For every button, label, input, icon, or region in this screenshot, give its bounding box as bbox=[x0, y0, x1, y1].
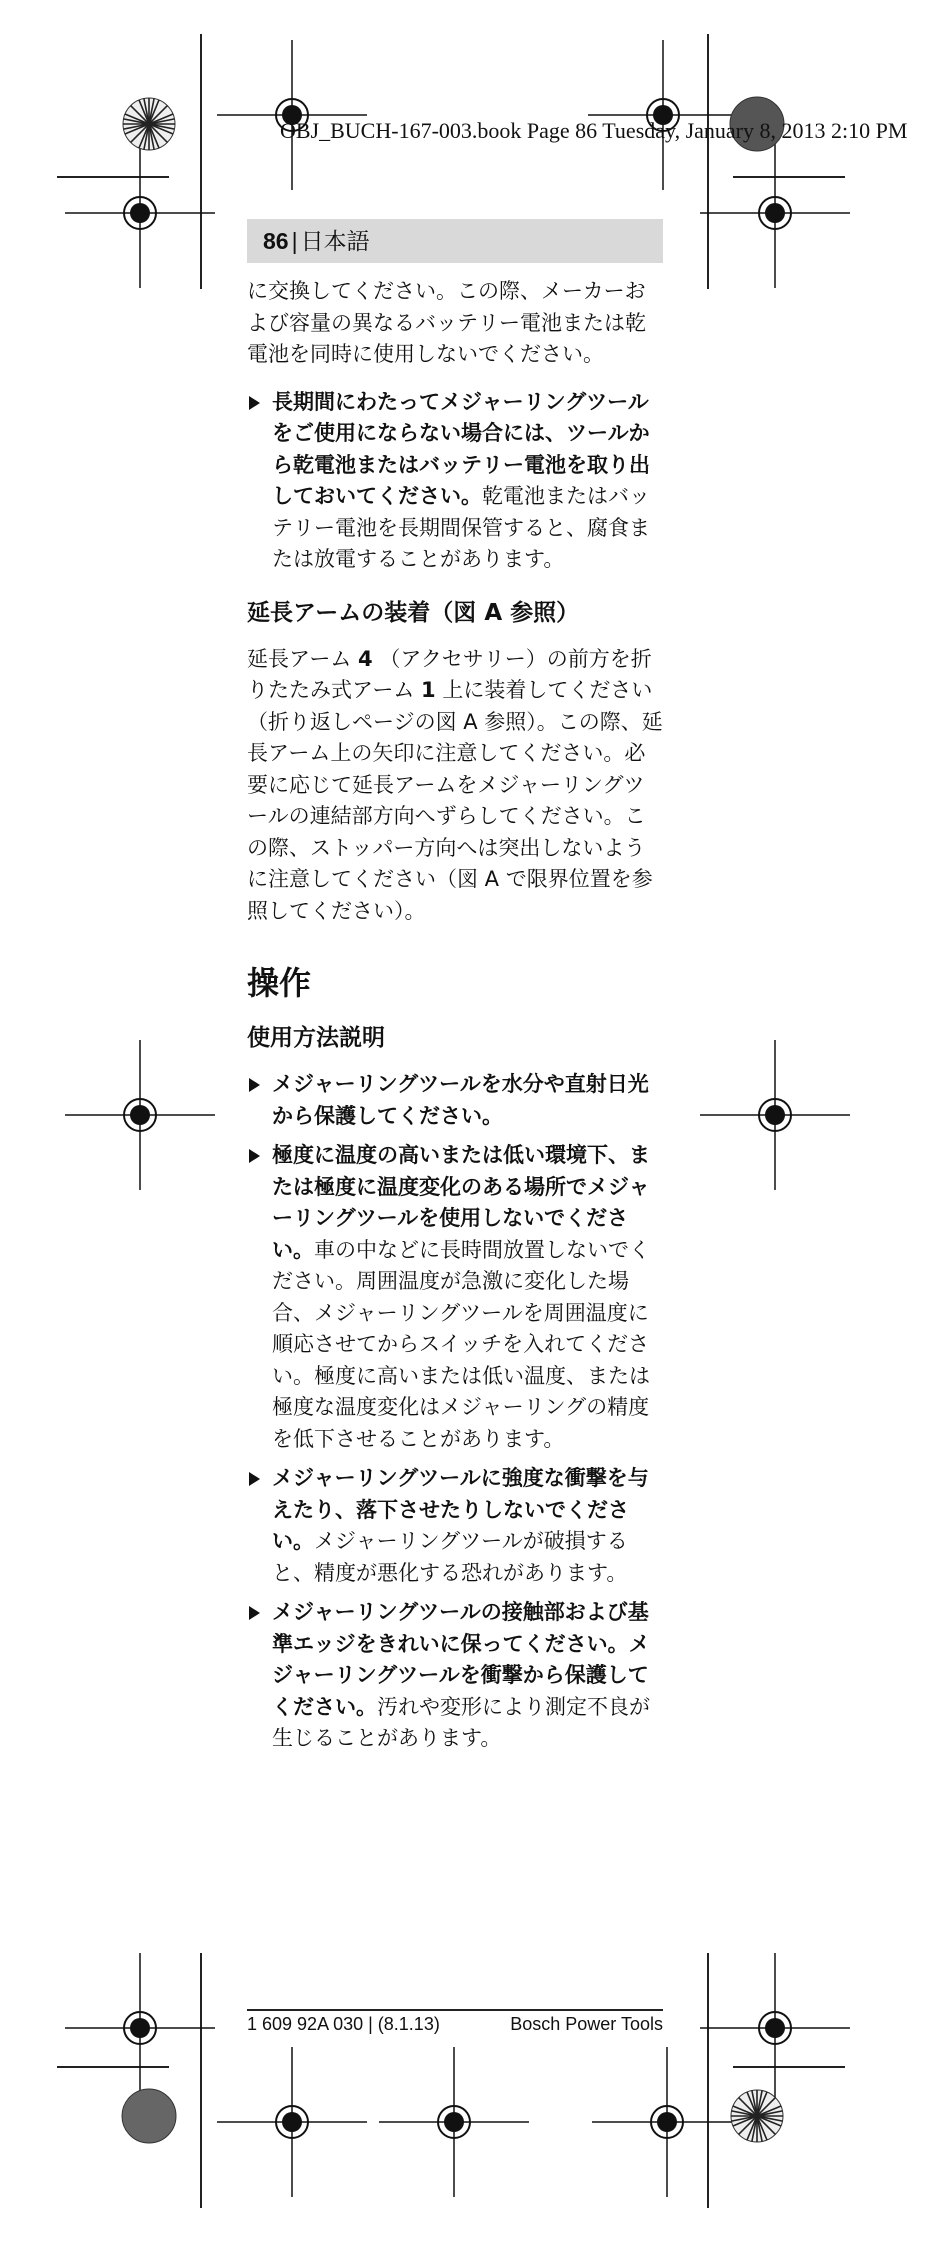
page-tab bbox=[247, 219, 663, 263]
bullet-item bbox=[247, 1463, 665, 1589]
bullet-triangle-icon bbox=[249, 1606, 260, 1620]
bullet-item bbox=[247, 1140, 665, 1455]
bullet-lead: メジャーリングツールの接触部および基準エッジをきれいに保ってください。メジャーリングツールを衝撃から保護してください。 bbox=[272, 1600, 650, 1719]
bullet-lead: メジャーリングツールを水分や直射日光から保護してください。 bbox=[272, 1072, 649, 1128]
page-tab-separator: | bbox=[291, 228, 298, 254]
extension-text-3: 上に装着してください（折り返しページの図 A 参照）。この際、延長アーム上の矢印に注意してください。必要に応じて延長アームをメジャーリングツールの連結部方向へずらしてください。この際、ストッパー方向へは突出しないように注意してください（図 A で限界位置を参照してください）。 bbox=[247, 678, 663, 923]
bullet-triangle-icon bbox=[249, 396, 260, 410]
part-number-1: 1 bbox=[421, 678, 436, 702]
registration-crosshair-icon bbox=[217, 40, 367, 190]
bullet-lead: メジャーリングツールに強度な衝撃を与えたり、落下させたりしないでください。 bbox=[272, 1466, 649, 1553]
bullet-triangle-icon bbox=[249, 1078, 260, 1092]
registration-crosshair-icon bbox=[217, 2047, 367, 2197]
bullet-lead: 長期間にわたってメジャーリングツールをご使用にならない場合には、ツールから乾電池またはバッテリー電池を取り出しておいてください。 bbox=[272, 389, 650, 508]
bullet-item bbox=[247, 1597, 665, 1755]
page-language: 日本語 bbox=[300, 228, 370, 254]
bullet-item bbox=[247, 1069, 665, 1132]
registration-crosshair-icon bbox=[379, 2047, 529, 2197]
book-file-header: OBJ_BUCH-167-003.book Page 86 Tuesday, January 8, 2013 2:10 PM bbox=[280, 118, 908, 143]
extension-arm-paragraph bbox=[247, 644, 665, 928]
bullet-lead: 極度に温度の高いまたは低い環境下、または極度に温度変化のある場所でメジャーリングツールを使用しないでください。 bbox=[272, 1143, 650, 1262]
bullet-text: 車の中などに長時間放置しないでください。周囲温度が急激に変化した場合、メジャーリングツールを周囲温度に順応させてからスイッチを入れてください。極度に高いまたは低い温度、または極度な温度変化はメジャーリングの精度を低下させることがあります。 bbox=[272, 1237, 650, 1451]
bullet-text: メジャーリングツールが破損すると、精度が悪化する恐れがあります。 bbox=[272, 1529, 628, 1585]
starburst-rosette-icon bbox=[729, 2088, 785, 2144]
bullet-text: 乾電池またはバッテリー電池を長期間保管すると、腐食または放電することがあります。 bbox=[272, 484, 650, 571]
registration-crosshair-icon bbox=[65, 138, 215, 288]
starburst-rosette-icon bbox=[121, 96, 177, 152]
bullet-text: 汚れや変形により測定不良が生じることがあります。 bbox=[272, 1694, 650, 1750]
registration-crosshair-icon bbox=[592, 2047, 742, 2197]
page-body bbox=[247, 276, 665, 1763]
registration-crosshair-icon bbox=[700, 138, 850, 288]
registration-crosshair-icon bbox=[700, 1040, 850, 1190]
footer-doc-id: 1 609 92A 030 | (8.1.13) bbox=[247, 2014, 440, 2034]
bullet-battery-storage bbox=[247, 387, 665, 576]
bullet-triangle-icon bbox=[249, 1472, 260, 1486]
intro-paragraph: に交換してください。この際、メーカーおよび容量の異なるバッテリー電池または乾電池を同時に使用しないでください。 bbox=[247, 279, 646, 366]
footer-rule bbox=[247, 2009, 663, 2011]
footer-brand: Bosch Power Tools bbox=[510, 2014, 663, 2034]
registration-crosshair-icon bbox=[65, 1040, 215, 1190]
part-number-4: 4 bbox=[358, 646, 373, 671]
extension-text-2: （アクセサリー）の前方を折りたたみ式アーム bbox=[247, 646, 652, 702]
operation-heading: 操作 bbox=[247, 964, 312, 1002]
usage-instructions-heading: 使用方法説明 bbox=[247, 1025, 385, 1051]
gray-patch-icon bbox=[121, 2088, 177, 2144]
registration-crosshair-icon bbox=[65, 1953, 215, 2103]
page-footer bbox=[247, 2014, 663, 2035]
extension-arm-heading: 延長アームの装着（図 A 参照） bbox=[247, 599, 580, 626]
page-number: 86 bbox=[263, 228, 289, 254]
extension-text-1: 延長アーム bbox=[247, 646, 359, 671]
bullet-triangle-icon bbox=[249, 1149, 260, 1163]
